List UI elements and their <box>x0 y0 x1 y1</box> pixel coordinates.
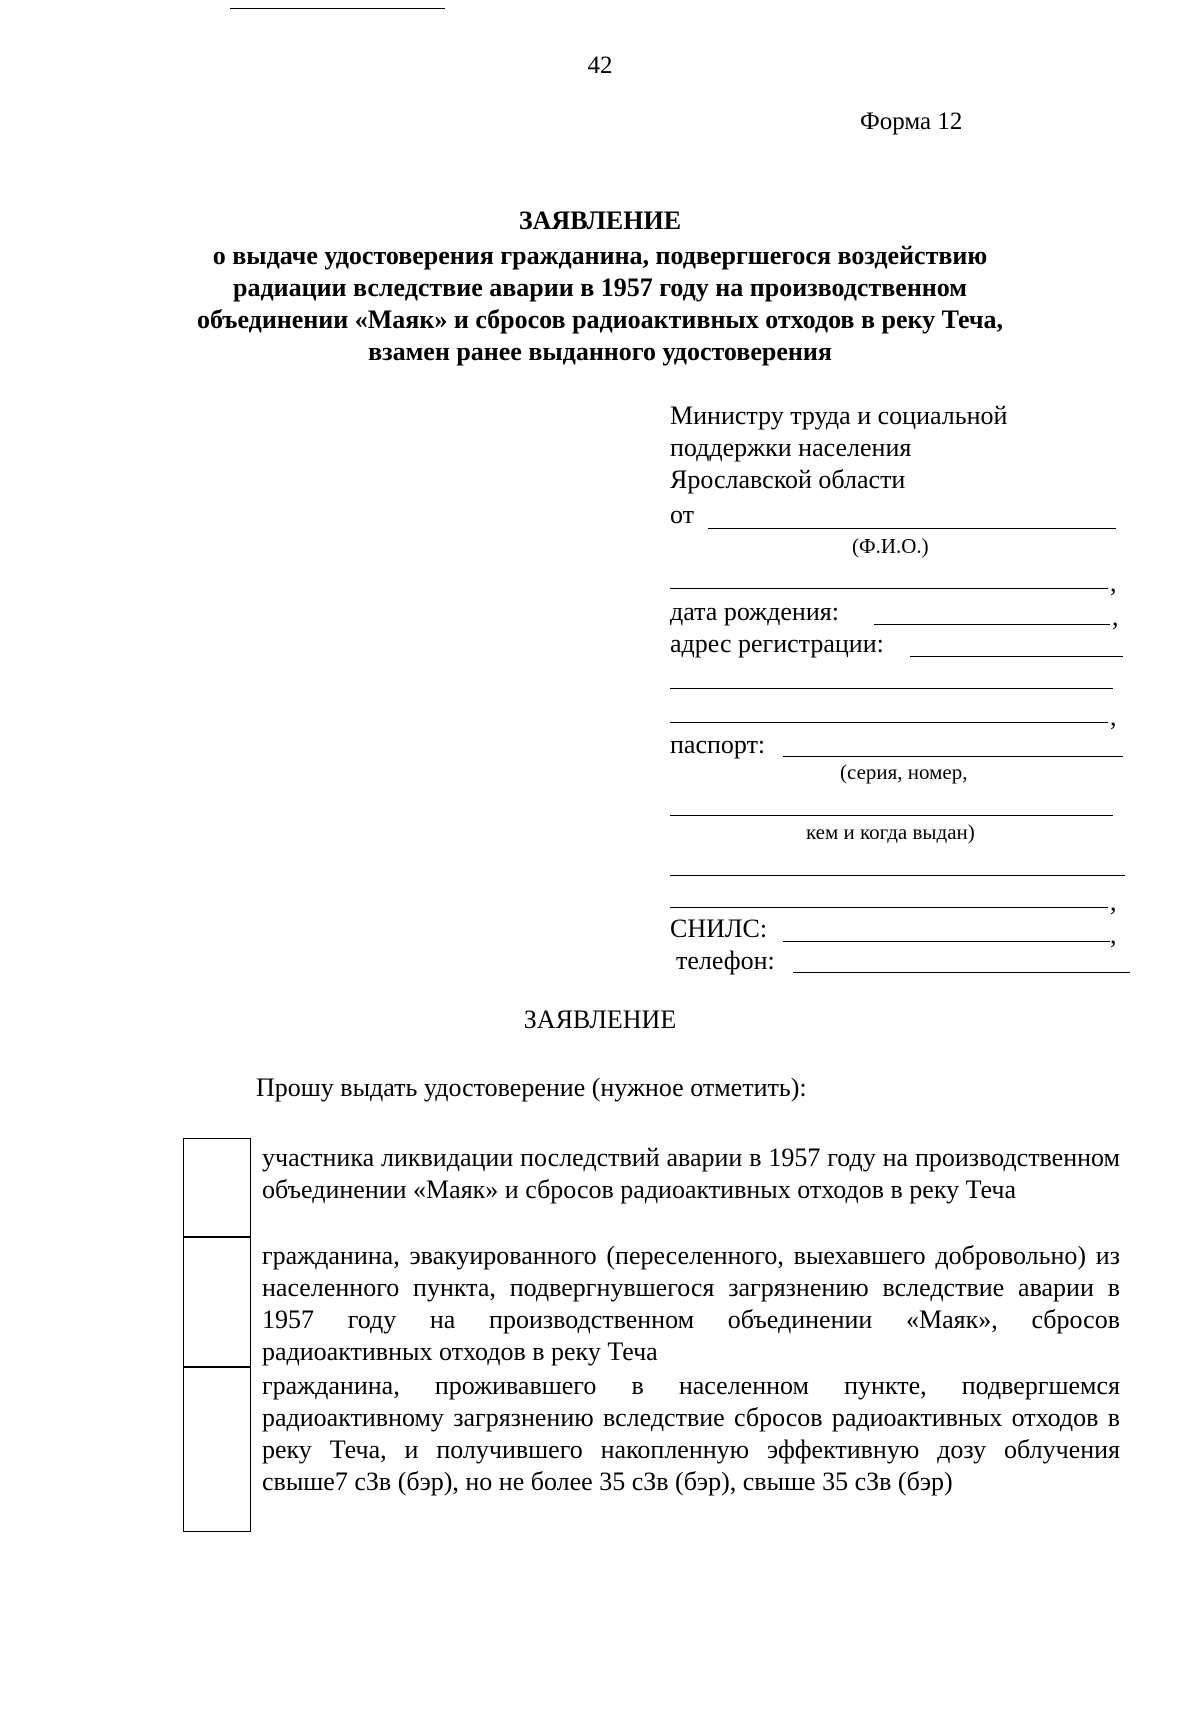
phone-label: телефон: <box>676 946 775 975</box>
option-text-liquidator: участника ликвидации последствий аварии в 1957 году на производственном объединении «Маяк» и сбросов радиоактивных отходов в реку Теча <box>262 1143 1120 1204</box>
from-label: от <box>670 500 695 529</box>
subtitle-line: взамен ранее выданного удостоверения <box>368 337 832 366</box>
document-subtitle <box>150 240 1050 368</box>
address-field[interactable] <box>910 656 1123 657</box>
fio-continuation-field[interactable] <box>670 588 1108 589</box>
address-label: адрес регистрации: <box>670 629 884 658</box>
phone-field[interactable] <box>793 972 1130 973</box>
option-checkbox-resident[interactable] <box>183 1366 251 1532</box>
address-field-line3[interactable] <box>670 722 1108 723</box>
address-field-line2[interactable] <box>670 688 1113 689</box>
comma: , <box>1110 920 1117 949</box>
passport-field-line2[interactable] <box>670 815 1113 816</box>
passport-hint-series: (серия, номер, <box>840 760 968 784</box>
statement-heading: ЗАЯВЛЕНИЕ <box>523 1005 677 1034</box>
addressee-line: Министру труда и социальной <box>670 401 1008 430</box>
top-rule <box>230 8 445 9</box>
birth-date-label: дата рождения: <box>670 597 839 626</box>
passport-field-line3[interactable] <box>670 875 1125 876</box>
comma: , <box>1110 887 1117 916</box>
snils-field[interactable] <box>783 941 1110 942</box>
birth-date-field[interactable] <box>874 624 1110 625</box>
page-number: 42 <box>587 52 613 79</box>
option-text-evacuee: гражданина, эвакуированного (переселенного, выехавшего добровольно) из населенного пункта, подвергнувшегося загрязнению вследствие аварии в 1957 году на производственном объединении «Маяк», сбросов радиоактивных отходов в реку Теча <box>262 1241 1120 1366</box>
passport-label: паспорт: <box>670 730 766 759</box>
comma: , <box>1110 702 1117 731</box>
addressee-block <box>670 400 1007 496</box>
snils-label: СНИЛС: <box>670 914 768 943</box>
comma: , <box>1110 568 1117 597</box>
passport-field[interactable] <box>783 756 1123 757</box>
document-title: ЗАЯВЛЕНИЕ <box>518 206 682 235</box>
passport-hint-issued: кем и когда выдан) <box>806 820 975 844</box>
option-checkbox-evacuee[interactable] <box>183 1236 251 1368</box>
request-text: Прошу выдать удостоверение (нужное отметить): <box>256 1073 807 1102</box>
option-text-resident: гражданина, проживавшего в населенном пункте, подвергшемся радиоактивному загрязнению вследствие сбросов радиоактивных отходов в реку Теча, и получившего накопленную эффективную дозу облучения свыше7 сЗв (бэр), но не более 35 сЗв (бэр), свыше 35 сЗв (бэр) <box>262 1371 1120 1496</box>
option-checkbox-liquidator[interactable] <box>183 1138 251 1238</box>
subtitle-line: объединении «Маяк» и сбросов радиоактивных отходов в реку Теча, <box>196 305 1004 334</box>
form-label: Форма 12 <box>860 108 963 135</box>
addressee-line: Ярославской области <box>670 465 906 494</box>
fio-hint: (Ф.И.О.) <box>852 534 929 558</box>
passport-field-line4[interactable] <box>670 907 1108 908</box>
subtitle-line: радиации вследствие аварии в 1957 году на производственном <box>233 273 967 302</box>
fio-field[interactable] <box>708 528 1116 529</box>
subtitle-line: о выдаче удостоверения гражданина, подвергшегося воздействию <box>212 241 988 270</box>
comma: , <box>1112 602 1119 631</box>
addressee-line: поддержки населения <box>670 433 912 462</box>
